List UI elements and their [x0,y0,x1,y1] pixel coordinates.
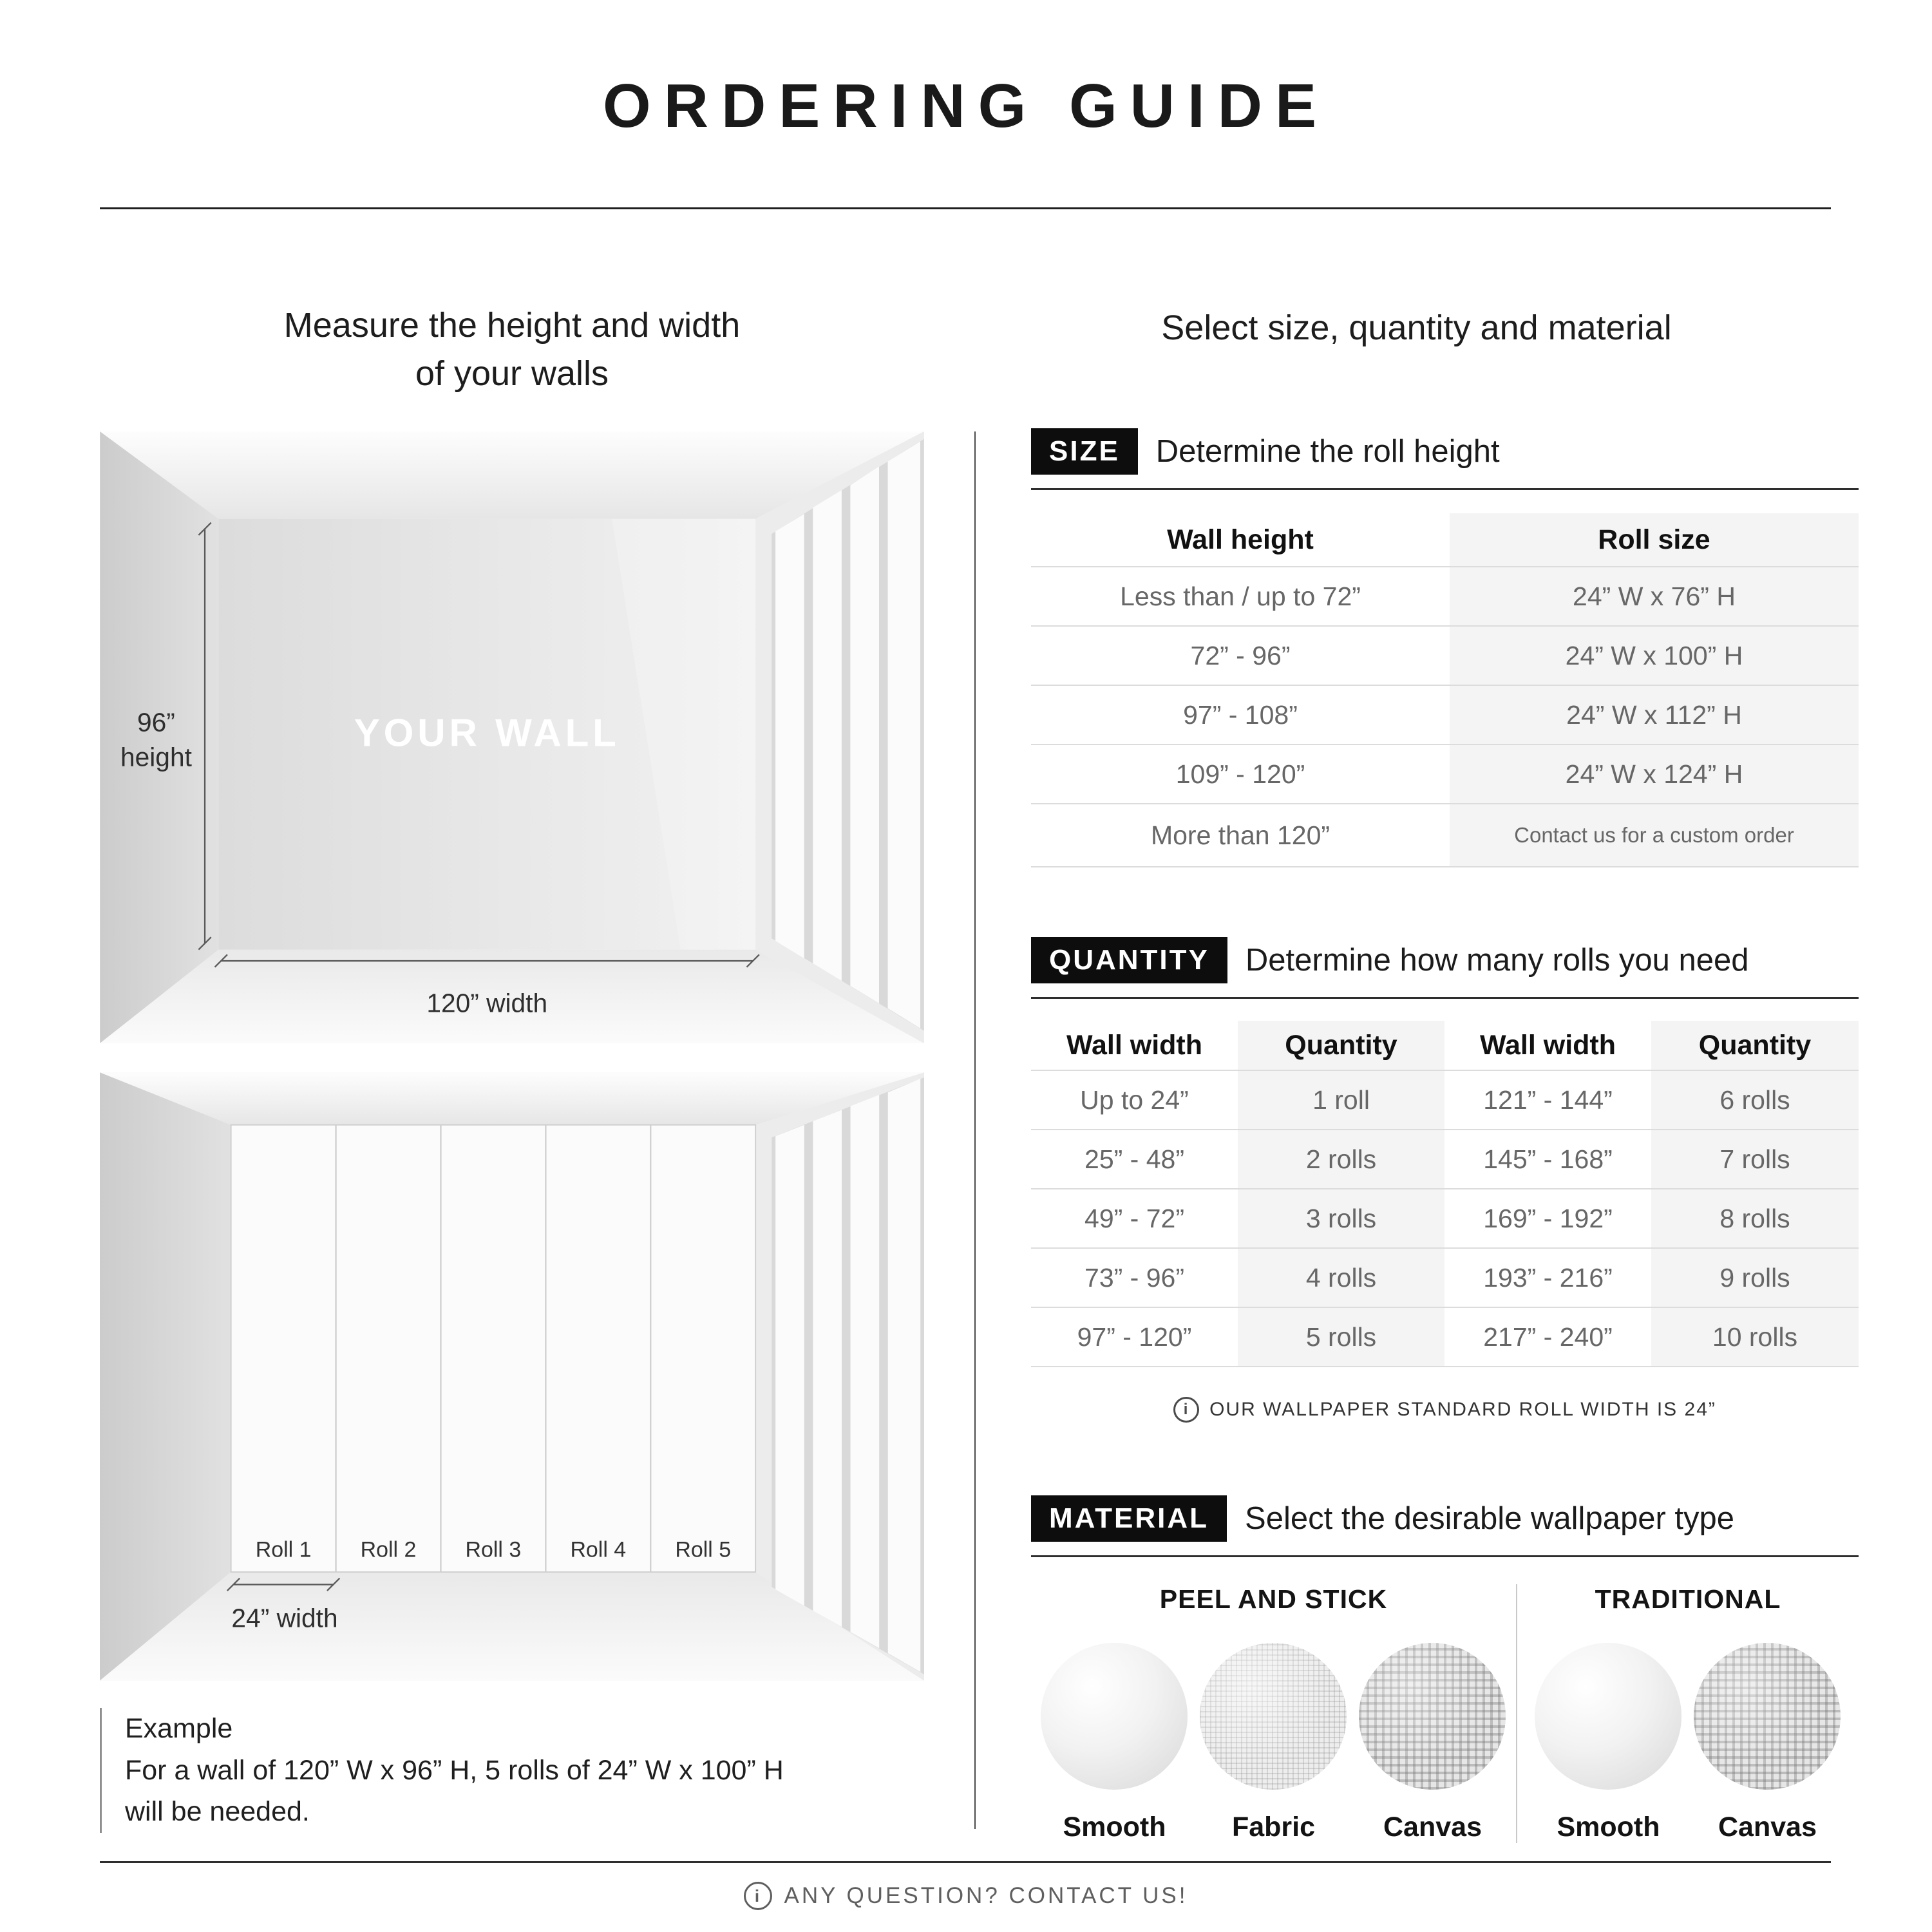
material-groups [1031,1584,1859,1843]
fabric-texture-icon [1200,1643,1347,1790]
size-table-row [1031,567,1859,627]
wall-width-cell: 217” - 240” [1483,1321,1613,1352]
room1-width-label: 120” width [426,988,548,1018]
room2-wall-panels [231,1125,756,1572]
quantity-cell: 7 rolls [1651,1130,1859,1188]
swatch-label-smooth: Smooth [1063,1812,1166,1842]
room1-window-pane [813,490,842,981]
size-table [1031,513,1859,867]
room1-height-value: 96” [137,707,175,737]
material-header [1031,1495,1859,1542]
roll-label: Roll 3 [465,1537,522,1562]
quantity-table-row [1031,1189,1859,1249]
smooth-texture-icon [1041,1643,1188,1790]
quantity-cell: 4 rolls [1238,1249,1444,1307]
wall-width-cell: 73” - 96” [1084,1262,1184,1293]
roll-size-cell: 24” W x 124” H [1450,745,1859,803]
quantity-table-row [1031,1130,1859,1189]
roll-size-cell: Contact us for a custom order [1450,804,1859,866]
roll-label: Roll 1 [255,1537,312,1562]
example-block [100,1708,981,1833]
roll-width-note-text: OUR WALLPAPER STANDARD ROLL WIDTH IS 24” [1209,1399,1716,1420]
quantity-cell: 5 rolls [1238,1308,1444,1366]
room1-left-wall [100,431,218,1043]
material-subtitle: Select the desirable wallpaper type [1245,1501,1735,1536]
swatch-label-smooth: Smooth [1557,1812,1660,1842]
wall-width-cell: Up to 24” [1080,1084,1189,1115]
wall-width-cell: 97” - 120” [1077,1321,1192,1352]
roll-size-cell: 24” W x 112” H [1450,686,1859,744]
info-icon [744,1882,772,1910]
swatch-canvas [1694,1643,1841,1843]
size-table-row [1031,627,1859,686]
room2-svg [100,1072,924,1681]
roll-size-cell: 24” W x 100” H [1450,627,1859,685]
size-subtitle: Determine the roll height [1155,434,1500,469]
wall-height-cell: 97” - 108” [1183,699,1298,730]
wall-width-cell: 169” - 192” [1483,1203,1613,1233]
wall-height-cell: Less than / up to 72” [1120,581,1361,611]
wall-height-cell: More than 120” [1150,820,1331,850]
quantity-header [1031,937,1859,983]
room1-svg [100,431,924,1043]
example-line2: will be needed. [125,1796,310,1827]
quantity-table-header [1031,1021,1859,1071]
roll-size-column-header: Roll size [1450,513,1859,566]
quantity-table-row [1031,1308,1859,1367]
quantity-column-header: Quantity [1238,1021,1444,1070]
room2-window-pane [775,1125,804,1606]
size-badge: SIZE [1031,428,1138,475]
room-illustration-measure [100,431,924,1043]
right-column-heading: Select size, quantity and material [1161,308,1672,347]
size-table-row [1031,804,1859,867]
quantity-badge: QUANTITY [1031,937,1227,983]
traditional-swatch-row [1517,1643,1859,1843]
title-divider [100,207,1831,209]
room1-window-pane [850,466,879,1003]
traditional-title: TRADITIONAL [1595,1584,1781,1614]
canvas-texture-icon [1359,1643,1506,1790]
swatch-canvas [1359,1643,1506,1843]
wall-width-cell: 193” - 216” [1483,1262,1613,1293]
roll-width-note [1031,1397,1859,1423]
roll-label: Roll 2 [360,1537,417,1562]
quantity-table [1031,1021,1859,1367]
roll-size-cell: 24” W x 76” H [1450,567,1859,625]
size-table-header [1031,513,1859,567]
quantity-cell: 8 rolls [1651,1189,1859,1247]
quantity-cell: 9 rolls [1651,1249,1859,1307]
wall-width-cell: 121” - 144” [1483,1084,1613,1115]
quantity-table-row [1031,1249,1859,1308]
quantity-column-header: Quantity [1651,1021,1859,1070]
material-section [1031,1495,1859,1843]
room2-width-label: 24” width [231,1603,338,1633]
room2-window-pane [888,1079,920,1672]
left-column-heading [100,301,924,397]
wall-height-cell: 109” - 120” [1175,759,1305,789]
room2-window-pane [813,1110,842,1627]
wall-width-cell: 145” - 168” [1483,1144,1613,1174]
wall-width-column-header: Wall width [1480,1029,1616,1061]
info-icon [1173,1397,1199,1423]
material-rule [1031,1555,1859,1557]
swatch-smooth [1535,1643,1682,1843]
peel-and-stick-group [1031,1584,1516,1843]
material-badge: MATERIAL [1031,1495,1227,1542]
your-wall-label: YOUR WALL [354,711,620,755]
size-table-row [1031,686,1859,745]
quantity-cell: 10 rolls [1651,1308,1859,1366]
smooth-texture-icon [1535,1643,1681,1790]
quantity-subtitle: Determine how many rolls you need [1245,943,1749,978]
swatch-label-fabric: Fabric [1231,1812,1316,1842]
wall-width-cell: 25” - 48” [1084,1144,1184,1174]
size-header [1031,428,1859,475]
roll-label: Roll 5 [675,1537,732,1562]
example-title: Example [125,1713,233,1744]
footer [0,1882,1932,1910]
wall-width-cell: 49” - 72” [1084,1203,1184,1233]
wall-height-column-header: Wall height [1167,524,1314,555]
traditional-group [1516,1584,1859,1843]
room1-window-pane [775,514,804,958]
footer-text: ANY QUESTION? CONTACT US! [784,1883,1188,1908]
left-heading-line2: of your walls [415,354,609,393]
left-heading-line1: Measure the height and width [283,306,741,345]
page-title: ORDERING GUIDE [602,71,1330,140]
quantity-table-row [1031,1071,1859,1130]
room1-window-pane [888,442,920,1028]
swatch-smooth [1041,1643,1188,1843]
column-divider [974,431,976,1829]
quantity-cell: 3 rolls [1238,1189,1444,1247]
quantity-cell: 2 rolls [1238,1130,1444,1188]
swatch-label-canvas: Canvas [1718,1812,1817,1842]
quantity-rule [1031,997,1859,999]
wall-height-cell: 72” - 96” [1190,640,1291,670]
size-rule [1031,488,1859,490]
quantity-cell: 1 roll [1238,1071,1444,1129]
quantity-cell: 6 rolls [1651,1071,1859,1129]
peel-swatch-row [1031,1643,1516,1843]
room1-height-word: height [120,742,192,772]
wall-width-column-header: Wall width [1066,1029,1202,1061]
room2-window-pane [851,1095,880,1648]
swatch-label-canvas: Canvas [1383,1812,1482,1842]
quantity-section [1031,937,1859,1423]
canvas-texture-icon [1694,1643,1841,1790]
footer-divider [100,1861,1831,1863]
roll-label: Roll 4 [570,1537,627,1562]
size-section [1031,428,1859,867]
example-line1: For a wall of 120” W x 96” H, 5 rolls of 24” W x 100” H [125,1754,784,1786]
room-illustration-rolls [100,1072,924,1681]
size-table-row [1031,745,1859,804]
peel-and-stick-title: PEEL AND STICK [1159,1584,1388,1614]
swatch-fabric [1200,1643,1347,1843]
